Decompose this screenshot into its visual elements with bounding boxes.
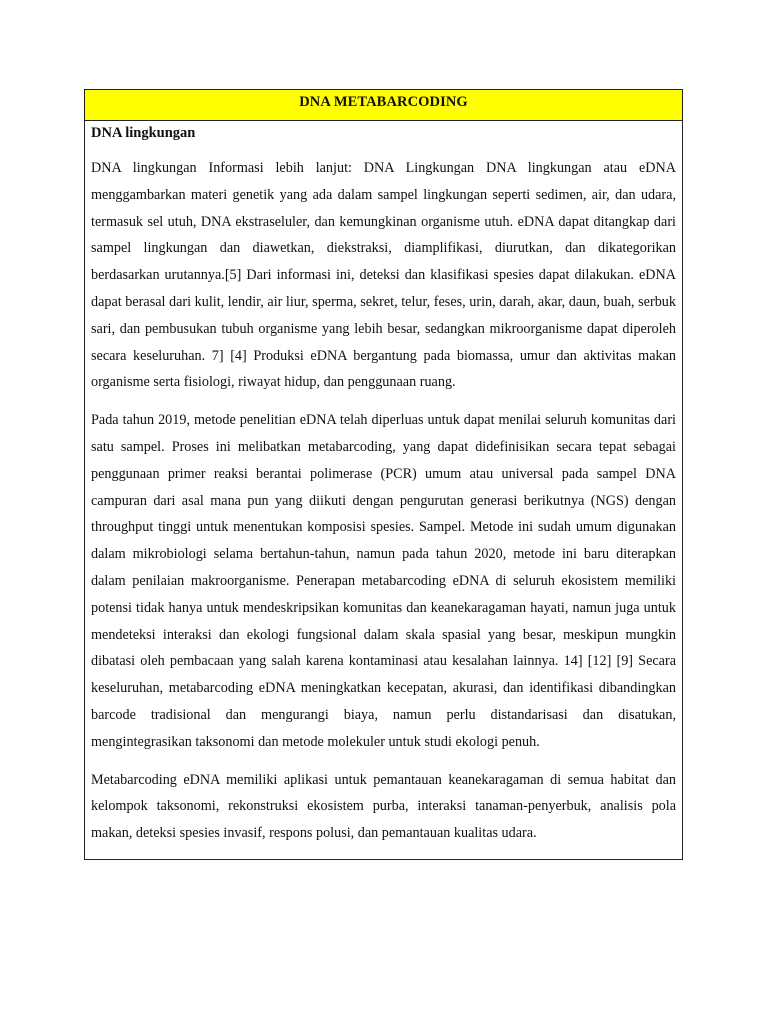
- document-body: [85, 123, 682, 859]
- document-title: DNA METABARCODING: [85, 90, 682, 121]
- section-heading: DNA lingkungan: [91, 125, 196, 141]
- document-table: [84, 89, 683, 860]
- paragraph-1: DNA lingkungan Informasi lebih lanjut: DNA Lingkungan DNA lingkungan atau eDNA menggambarkan materi genetik yang ada dalam sampel lingkungan seperti sedimen, air, dan udara, termasuk sel utuh, DNA ekstraseluler, dan kemungkinan organisme utuh. eDNA dapat ditangkap dari sampel lingkungan dan diawetkan, diekstraksi, diamplifikasi, diurutkan, dan dikategorikan berdasarkan urutannya.[5] Dari informasi ini, deteksi dan klasifikasi spesies dapat dilakukan. eDNA dapat berasal dari kulit, lendir, air liur, sperma, sekret, telur, feses, urin, darah, akar, daun, buah, serbuk sari, dan pembusukan tubuh organisme yang lebih besar, sedangkan mikroorganisme dapat diperoleh secara keseluruhan. 7] [4] Produksi eDNA bergantung pada biomassa, umur dan aktivitas makan organisme serta fisiologi, riwayat hidup, dan penggunaan ruang.: [91, 160, 676, 391]
- paragraph-3: Metabarcoding eDNA memiliki aplikasi untuk pemantauan keanekaragaman di semua habitat dan kelompok taksonomi, rekonstruksi ekosistem purba, interaksi tanaman-penyerbuk, analisis pola makan, deteksi spesies invasif, respons polusi, dan pemantauan kualitas udara.: [91, 771, 676, 842]
- paragraph-2: Pada tahun 2019, metode penelitian eDNA telah diperluas untuk dapat menilai seluruh komunitas dari satu sampel. Proses ini melibatkan metabarcoding, yang dapat didefinisikan secara tepat sebagai penggunaan primer reaksi berantai polimerase (PCR) umum atau universal pada sampel DNA campuran dari asal mana pun yang diikuti dengan pengurutan generasi berikutnya (NGS) dengan throughput tinggi untuk menentukan komposisi spesies. Sampel. Metode ini sudah umum digunakan dalam mikrobiologi selama bertahun-tahun, namun pada tahun 2020, metode ini baru diterapkan dalam penilaian makroorganisme. Penerapan metabarcoding eDNA di seluruh ekosistem memiliki potensi tidak hanya untuk mendeskripsikan komunitas dan keanekaragaman hayati, namun juga untuk mendeteksi interaksi dan ekologi fungsional dalam skala spasial yang besar, meskipun mungkin dibatasi oleh pembacaan yang salah karena kontaminasi atau kesalahan lainnya. 14] [12] [9] Secara keseluruhan, metabarcoding eDNA meningkatkan kecepatan, akurasi, dan identifikasi dibandingkan barcode tradisional dan mengurangi biaya, namun perlu distandarisasi dan disatukan, mengintegrasikan taksonomi dan metode molekuler untuk studi ekologi penuh.: [91, 412, 676, 750]
